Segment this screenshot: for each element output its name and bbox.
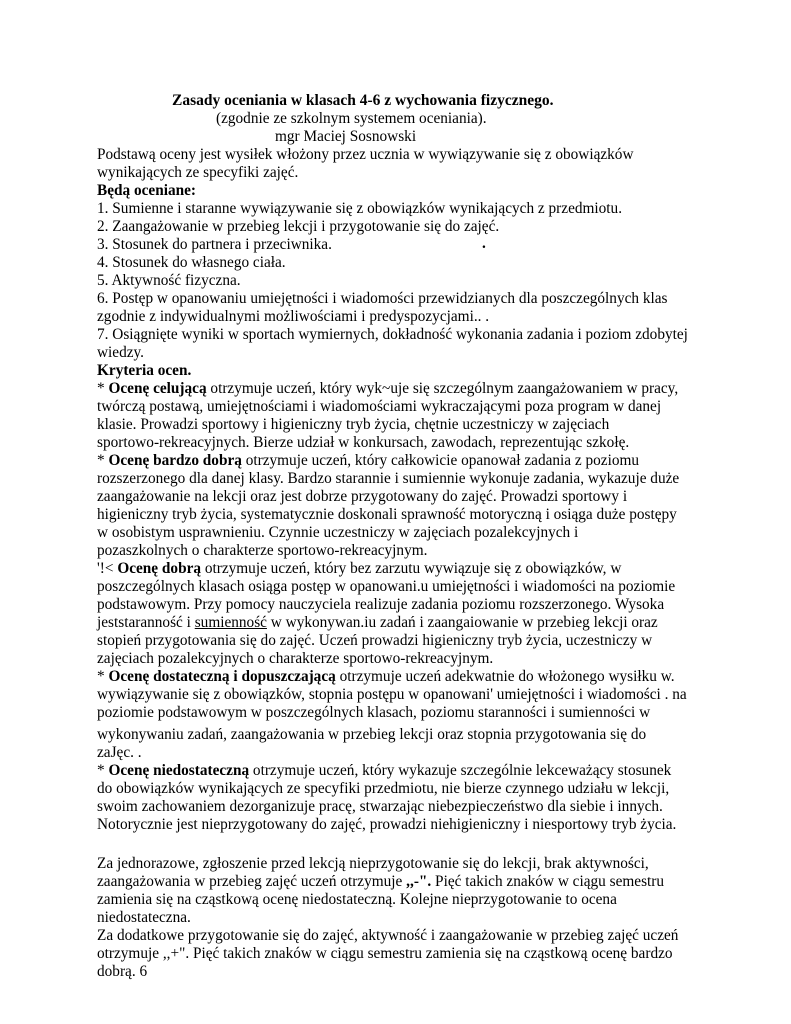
grade-text: otrzymuje uczeń, który całkowicie opanował zadania z poziomu xyxy=(241,452,640,469)
grade-text: otrzymuje uczeń, który wyk~uje się szczególnym zaangażowaniem w pracy, xyxy=(206,380,679,397)
bullet: * xyxy=(97,452,109,469)
minus-note-line: niedostateczna. xyxy=(97,909,191,926)
grade-bardzo-dobra-line: rozszerzonego dla danej klasy. Bardzo starannie i sumiennie wykonuje zadania, wykazuje duże xyxy=(97,470,680,487)
grade-dobra-line xyxy=(97,560,621,578)
minus-note-line: Za jednorazowe, zgłoszenie przed lekcją nieprzygotowanie się do lekcji, brak aktywności, xyxy=(97,855,649,872)
grade-name: Ocenę celującą xyxy=(108,380,207,397)
bullet: * xyxy=(97,762,109,779)
bullet: * xyxy=(97,668,109,685)
assessed-item: zgodnie z indywidualnymi możliwościami i predyspozycjami.. . xyxy=(97,308,490,325)
grade-niedostateczna-line: Notorycznie jest nieprzygotowany do zajęć, prowadzi niehigieniczny i niesportowy tryb życia. xyxy=(97,816,677,833)
assessed-item: wiedzy. xyxy=(97,344,145,361)
assessed-item: 4. Stosunek do własnego ciała. xyxy=(97,254,286,271)
grade-bardzo-dobra-line: pozaszkolnych o charakterze sportowo-rekreacyjnym. xyxy=(97,542,428,559)
grade-dobra-line: zajęciach pozalekcyjnych o charakterze sportowo-rekreacyjnym. xyxy=(97,650,494,667)
grade-bardzo-dobra-line xyxy=(97,452,639,470)
minus-note-line: zamienia się na cząstkową ocenę niedostateczną. Kolejne nieprzygotowanie to ocena xyxy=(97,891,617,908)
assessed-item: 3. Stosunek do partnera i przeciwnika. xyxy=(97,236,332,253)
grade-celujaca-line: twórczą postawą, umiejętnościami i wiadomościami wykraczającymi poza program w danej xyxy=(97,398,662,415)
minus-mark: ,,-". xyxy=(406,873,432,890)
document-subtitle: (zgodnie ze szkolnym systemem oceniania). xyxy=(216,110,487,127)
grade-niedostateczna-line xyxy=(97,762,671,780)
grade-dobra-line: stopień przygotowania się do zajęć. Uczeń prowadzi higieniczny tryb życia, uczestniczy w xyxy=(97,632,653,649)
grade-dobra-line: poszczególnych klasach osiąga postęp w opanowani.u umiejętności i wiadomości na poziomie xyxy=(97,578,676,595)
assessed-item: 2. Zaangażowanie w przebieg lekcji i przygotowanie się do zajęć. xyxy=(97,218,500,235)
grade-dostateczna-line: wywiązywanie się z obowiązków, stopnia postępu w opanowani' umiejętności i wiadomości . na xyxy=(97,686,687,703)
stray-dot: . xyxy=(482,235,486,252)
intro-line: Podstawą oceny jest wysiłek włożony przez ucznia w wywiązywanie się z obowiązków xyxy=(97,146,634,163)
plus-note-line: otrzymuje ,,+". Pięć takich znaków w ciągu semestru zamienia się na cząstkową ocenę bardzo xyxy=(97,945,673,962)
grade-name: Ocenę niedostateczną xyxy=(108,762,250,779)
criteria-heading: Kryteria ocen. xyxy=(97,362,192,379)
grade-dostateczna-line: wykonywaniu zadań, zaangażowania w przebieg lekcji oraz stopnia przygotowania się do xyxy=(97,726,647,743)
bullet: * xyxy=(97,380,109,397)
assessed-item: 6. Postęp w opanowaniu umiejętności i wiadomości przewidzianych dla poszczególnych klas xyxy=(97,290,668,307)
grade-dobra-line: podstawowym. Przy pomocy nauczyciela realizuje zadania poziomu rozszerzonego. Wysoka xyxy=(97,596,665,613)
document-title: Zasady oceniania w klasach 4-6 z wychowania fizycznego. xyxy=(172,92,554,109)
plus-note-line: Za dodatkowe przygotowanie się do zajęć, aktywność i zaangażowanie w przebieg zajęć uczeń xyxy=(97,927,679,944)
assessed-item: 7. Osiągnięte wyniki w sportach wymiernych, dokładność wykonania zadania i poziom zdobytej xyxy=(97,326,688,343)
grade-text: otrzymuje uczeń, który wykazuje szczególnie lekceważący stosunek xyxy=(249,762,672,779)
grade-bardzo-dobra-line: w osobistym usprawnieniu. Czynnie uczestniczy w zajęciach pozalekcyjnych i xyxy=(97,524,579,541)
grade-dostateczna-line: poziomie podstawowym w poszczególnych klasach, poziomu staranności i sumienności w xyxy=(97,704,651,721)
minus-note-line xyxy=(97,873,664,891)
grade-name: Ocenę dostateczną i dopuszczającą xyxy=(108,668,336,685)
grade-name: Ocenę dobrą xyxy=(117,560,202,577)
grade-dobra-line xyxy=(97,614,658,632)
assessed-item: 1. Sumienne i staranne wywiązywanie się z obowiązków wynikających z przedmiotu. xyxy=(97,200,623,217)
grade-dostateczna-line xyxy=(97,668,675,686)
grade-dostateczna-line: zaJęc. . xyxy=(97,744,142,761)
grade-name: Ocenę bardzo dobrą xyxy=(108,452,242,469)
grade-text: otrzymuje uczeń adekwatnie do włożonego wysiłku w. xyxy=(335,668,675,685)
grade-bardzo-dobra-line: higieniczny tryb życia, systematycznie doskonali sprawność motoryczną i osiąga duże postępy xyxy=(97,506,677,523)
document-author: mgr Maciej Sosnowski xyxy=(275,128,417,145)
grade-celujaca-line: sportowo-rekreacyjnych. Bierze udział w konkursach, zawodach, reprezentując szkołę. xyxy=(97,434,630,451)
text-run: zaangażowania w przebieg zajęć uczeń otrzymuje xyxy=(97,873,407,890)
bullet: '!< xyxy=(97,560,118,577)
grade-celujaca-line: klasie. Prowadzi sportowy i higieniczny tryb życia, chętnie uczestniczy w zajęciach xyxy=(97,416,610,433)
grade-niedostateczna-line: do obowiązków wynikających ze specyfiki przedmiotu, nie bierze czynnego udziału w lekcji, xyxy=(97,780,670,797)
assessed-heading: Będą oceniane: xyxy=(97,182,196,199)
grade-celujaca-line xyxy=(97,380,678,398)
text-run: w wykonywan.iu zadań i zaangaiowanie w przebieg lekcji oraz xyxy=(266,614,658,631)
grade-niedostateczna-line: swoim zachowaniem dezorganizuje pracę, stwarzając niebezpieczeństwo dla siebie i innych. xyxy=(97,798,663,815)
text-run: jeststaranność i xyxy=(97,614,195,631)
assessed-item: 5. Aktywność fizyczna. xyxy=(97,272,241,289)
underlined-word: sumienność xyxy=(194,614,267,631)
text-run: Pięć takich znaków w ciągu semestru xyxy=(431,873,665,890)
grade-text: otrzymuje uczeń, który bez zarzutu wywiązuje się z obowiązków, w xyxy=(201,560,622,577)
intro-line: wynikających ze specyfiki zajęć. xyxy=(97,164,299,181)
grade-bardzo-dobra-line: zaangażowanie na lekcji oraz jest dobrze przygotowany do zajęć. Prowadzi sportowy i xyxy=(97,488,628,505)
plus-note-line: dobrą. 6 xyxy=(97,963,148,980)
